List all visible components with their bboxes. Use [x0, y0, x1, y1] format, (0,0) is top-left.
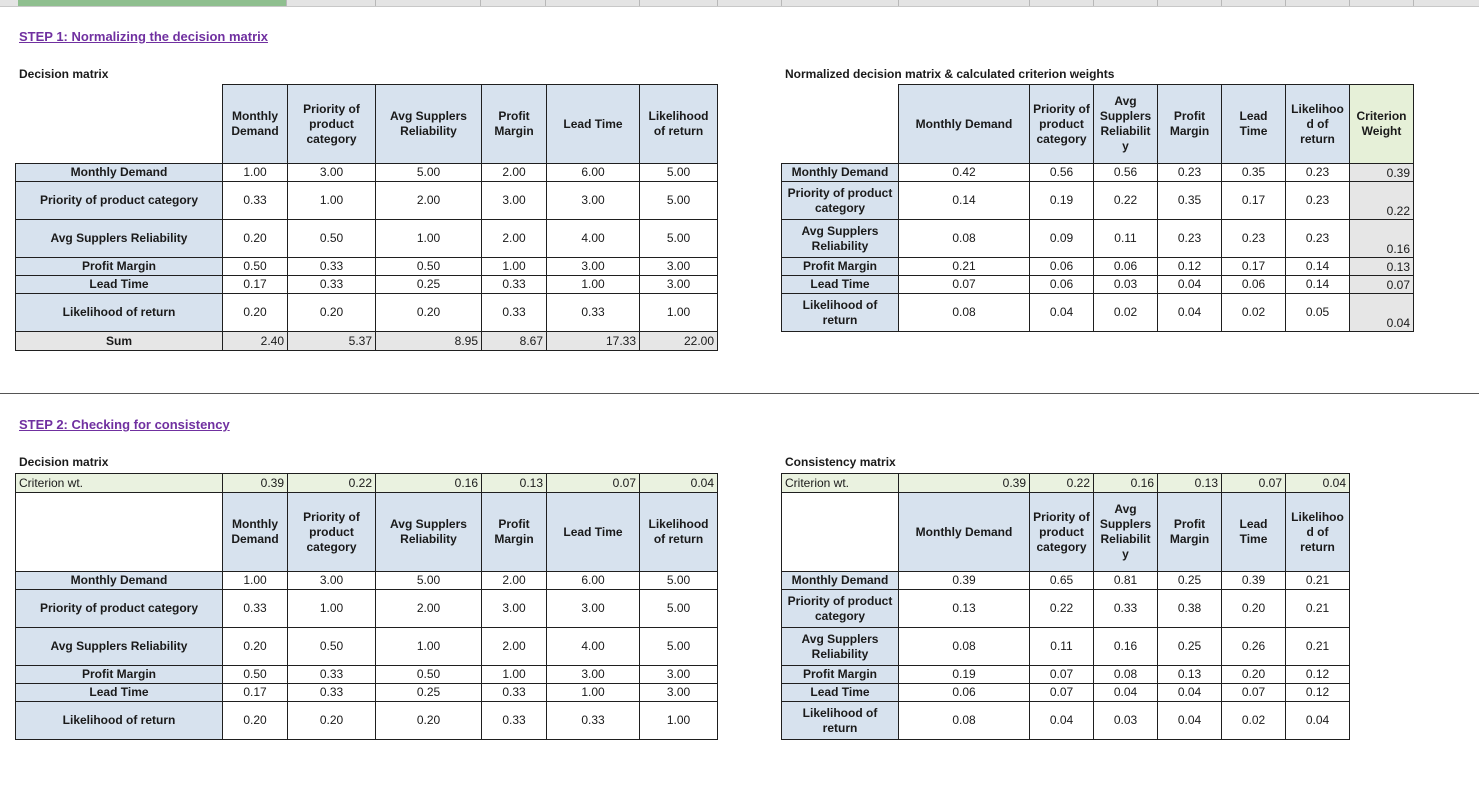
cell[interactable]: 0.33: [482, 684, 547, 702]
criterion-wt-label: Criterion wt.: [16, 474, 223, 493]
corner-cell: [16, 85, 223, 164]
normalized-decision-matrix: [781, 84, 1414, 332]
cell[interactable]: 5.00: [376, 164, 482, 182]
cell[interactable]: 0.23: [1158, 164, 1222, 182]
cell[interactable]: 0.19: [1030, 182, 1094, 220]
cell[interactable]: 0.12: [1286, 684, 1350, 702]
column-separator: [375, 0, 376, 6]
cell[interactable]: 0.25: [376, 684, 482, 702]
cell[interactable]: 0.17: [1222, 182, 1286, 220]
cell[interactable]: 0.50: [223, 666, 288, 684]
table-row: [16, 572, 718, 590]
cell[interactable]: 1.00: [482, 666, 547, 684]
cell[interactable]: 1.00: [376, 628, 482, 666]
cell[interactable]: 0.07: [899, 276, 1030, 294]
table-row: [782, 258, 1414, 276]
column-separator: [545, 0, 546, 6]
corner-cell: [782, 85, 899, 164]
cell[interactable]: 5.00: [640, 572, 718, 590]
criterion-wt-cell[interactable]: 0.04: [1286, 474, 1350, 493]
col-header: Lead Time: [1222, 493, 1286, 572]
column-separator: [1157, 0, 1158, 6]
table-row: [16, 702, 718, 740]
cell[interactable]: 0.04: [1158, 684, 1222, 702]
cell[interactable]: 0.11: [1030, 628, 1094, 666]
col-header: Priority of product category: [288, 85, 376, 164]
criterion-weight-cell[interactable]: 0.22: [1350, 182, 1414, 220]
column-separator: [898, 0, 899, 6]
sum-cell[interactable]: 22.00: [640, 332, 718, 351]
cell[interactable]: 1.00: [547, 276, 640, 294]
table-row: [16, 666, 718, 684]
column-separator: [286, 0, 287, 6]
cell[interactable]: 3.00: [640, 258, 718, 276]
cell[interactable]: 0.50: [288, 220, 376, 258]
cell[interactable]: 0.33: [547, 702, 640, 740]
sum-cell[interactable]: 8.95: [376, 332, 482, 351]
col-header: Lead Time: [1222, 85, 1286, 164]
cell[interactable]: 0.25: [376, 276, 482, 294]
step2-decision-matrix: [15, 473, 718, 740]
step1-title[interactable]: STEP 1: Normalizing the decision matrix: [19, 29, 268, 44]
cell[interactable]: 0.20: [223, 702, 288, 740]
criterion-weight-cell[interactable]: 0.04: [1350, 294, 1414, 332]
cell[interactable]: 2.00: [376, 182, 482, 220]
sum-cell[interactable]: 17.33: [547, 332, 640, 351]
cell[interactable]: 0.35: [1222, 164, 1286, 182]
cell[interactable]: 3.00: [482, 182, 547, 220]
cell[interactable]: 0.35: [1158, 182, 1222, 220]
row-header: Avg Supplers Reliability: [16, 220, 223, 258]
row-header: Monthly Demand: [16, 164, 223, 182]
cell[interactable]: 0.33: [547, 294, 640, 332]
criterion-wt-cell[interactable]: 0.04: [640, 474, 718, 493]
col-header: Monthly Demand: [223, 493, 288, 572]
table-row: [16, 590, 718, 628]
cell[interactable]: 0.07: [1222, 684, 1286, 702]
cell[interactable]: 0.20: [376, 702, 482, 740]
cell[interactable]: 0.50: [376, 666, 482, 684]
cell[interactable]: 0.02: [1094, 294, 1158, 332]
row-header: Monthly Demand: [16, 572, 223, 590]
row-header: Avg Supplers Reliability: [782, 628, 899, 666]
criterion-weight-cell[interactable]: 0.07: [1350, 276, 1414, 294]
cell[interactable]: 0.21: [899, 258, 1030, 276]
cell[interactable]: 0.21: [1286, 572, 1350, 590]
table-row: [782, 182, 1414, 220]
step2-decision-caption: Decision matrix: [19, 455, 109, 469]
cell[interactable]: 2.00: [376, 590, 482, 628]
column-separator: [1285, 0, 1286, 6]
cell[interactable]: 0.04: [1158, 276, 1222, 294]
sum-cell[interactable]: 5.37: [288, 332, 376, 351]
cell[interactable]: 0.81: [1094, 572, 1158, 590]
row-header: Priority of product category: [782, 590, 899, 628]
cell[interactable]: 0.19: [899, 666, 1030, 684]
criterion-wt-label: Criterion wt.: [782, 474, 899, 493]
cell[interactable]: 3.00: [547, 590, 640, 628]
col-header: Avg Supplers Reliabilit y: [1094, 85, 1158, 164]
step1-normalized-caption: Normalized decision matrix & calculated criterion weights: [785, 67, 1115, 81]
col-header: Lead Time: [547, 85, 640, 164]
table-row: [16, 164, 718, 182]
cell[interactable]: 0.33: [288, 666, 376, 684]
col-header: Priority of product category: [1030, 85, 1094, 164]
cell[interactable]: 0.23: [1286, 220, 1350, 258]
row-header: Likelihood of return: [16, 702, 223, 740]
row-header: Avg Supplers Reliability: [782, 220, 899, 258]
criterion-wt-cell[interactable]: 0.16: [376, 474, 482, 493]
column-separator: [639, 0, 640, 6]
cell[interactable]: 0.02: [1222, 294, 1286, 332]
cell[interactable]: 5.00: [640, 220, 718, 258]
criterion-weight-row: [16, 474, 718, 493]
step1-decision-matrix: [15, 84, 718, 351]
cell[interactable]: 0.14: [1286, 276, 1350, 294]
cell[interactable]: 0.20: [223, 220, 288, 258]
cell[interactable]: 0.06: [1094, 258, 1158, 276]
cell[interactable]: 0.21: [1286, 590, 1350, 628]
criterion-wt-cell[interactable]: 0.07: [1222, 474, 1286, 493]
cell[interactable]: 2.00: [482, 164, 547, 182]
cell[interactable]: 1.00: [547, 684, 640, 702]
cell[interactable]: 5.00: [640, 590, 718, 628]
cell[interactable]: 1.00: [640, 702, 718, 740]
row-header: Likelihood of return: [782, 702, 899, 740]
cell[interactable]: 0.08: [899, 294, 1030, 332]
corner-cell: [782, 493, 899, 572]
row-header: Profit Margin: [16, 258, 223, 276]
cell[interactable]: 5.00: [640, 628, 718, 666]
column-header-strip: [0, 0, 1479, 7]
table-row: [782, 220, 1414, 258]
corner-cell: [16, 493, 223, 572]
row-header: Lead Time: [782, 276, 899, 294]
col-header: Profit Margin: [482, 493, 547, 572]
row-header: Avg Supplers Reliability: [16, 628, 223, 666]
col-header: Monthly Demand: [223, 85, 288, 164]
cell[interactable]: 0.39: [1222, 572, 1286, 590]
cell[interactable]: 0.23: [1286, 164, 1350, 182]
table-row: [782, 164, 1414, 182]
col-header: Lead Time: [547, 493, 640, 572]
criterion-wt-cell[interactable]: 0.13: [1158, 474, 1222, 493]
cell[interactable]: 3.00: [640, 684, 718, 702]
cell[interactable]: 3.00: [640, 666, 718, 684]
cell[interactable]: 4.00: [547, 220, 640, 258]
cell[interactable]: 0.07: [1030, 684, 1094, 702]
criterion-wt-cell[interactable]: 0.39: [899, 474, 1030, 493]
cell[interactable]: 0.07: [1030, 666, 1094, 684]
table-row: [782, 628, 1350, 666]
sum-cell[interactable]: 2.40: [223, 332, 288, 351]
cell[interactable]: 0.08: [899, 628, 1030, 666]
cell[interactable]: 0.33: [482, 294, 547, 332]
criterion-wt-cell[interactable]: 0.22: [288, 474, 376, 493]
cell[interactable]: 0.20: [1222, 590, 1286, 628]
cell[interactable]: 0.23: [1286, 182, 1350, 220]
step2-title[interactable]: STEP 2: Checking for consistency: [19, 417, 230, 432]
criterion-weight-header: Criterion Weight: [1350, 85, 1414, 164]
cell[interactable]: 1.00: [482, 258, 547, 276]
table-row: [782, 702, 1350, 740]
cell[interactable]: 0.04: [1030, 702, 1094, 740]
cell[interactable]: 0.26: [1222, 628, 1286, 666]
cell[interactable]: 0.21: [1286, 628, 1350, 666]
cell[interactable]: 5.00: [640, 182, 718, 220]
col-header: Monthly Demand: [899, 85, 1030, 164]
row-header: Profit Margin: [782, 666, 899, 684]
column-separator: [480, 0, 481, 6]
cell[interactable]: 0.20: [1222, 666, 1286, 684]
criterion-weight-cell[interactable]: 0.39: [1350, 164, 1414, 182]
cell[interactable]: 0.03: [1094, 276, 1158, 294]
cell[interactable]: 0.20: [223, 294, 288, 332]
cell[interactable]: 2.00: [482, 220, 547, 258]
cell[interactable]: 2.00: [482, 628, 547, 666]
cell[interactable]: 0.33: [288, 276, 376, 294]
row-header: Lead Time: [16, 276, 223, 294]
cell[interactable]: 0.17: [1222, 258, 1286, 276]
row-header: Likelihood of return: [782, 294, 899, 332]
cell[interactable]: 5.00: [640, 164, 718, 182]
selected-column-header[interactable]: [18, 0, 286, 6]
cell[interactable]: 0.25: [1158, 628, 1222, 666]
section-divider: [0, 393, 1479, 394]
cell[interactable]: 1.00: [640, 294, 718, 332]
cell[interactable]: 0.33: [288, 684, 376, 702]
cell[interactable]: 0.25: [1158, 572, 1222, 590]
col-header: Avg Supplers Reliabilit y: [1094, 493, 1158, 572]
cell[interactable]: 1.00: [376, 220, 482, 258]
col-header: Likelihoo d of return: [1286, 85, 1350, 164]
cell[interactable]: 0.04: [1158, 702, 1222, 740]
cell[interactable]: 0.56: [1030, 164, 1094, 182]
cell[interactable]: 0.13: [899, 590, 1030, 628]
sum-cell[interactable]: 8.67: [482, 332, 547, 351]
cell[interactable]: 0.50: [376, 258, 482, 276]
cell[interactable]: 0.04: [1286, 702, 1350, 740]
cell[interactable]: 0.50: [223, 258, 288, 276]
cell[interactable]: 0.17: [223, 684, 288, 702]
table-row: [782, 294, 1414, 332]
cell[interactable]: 3.00: [482, 590, 547, 628]
col-header: Priority of product category: [1030, 493, 1094, 572]
col-header: Likelihood of return: [640, 493, 718, 572]
step1-decision-caption: Decision matrix: [19, 67, 109, 81]
cell[interactable]: 0.38: [1158, 590, 1222, 628]
column-separator: [1029, 0, 1030, 6]
col-header: Profit Margin: [1158, 85, 1222, 164]
step2-consistency-caption: Consistency matrix: [785, 455, 896, 469]
cell[interactable]: 0.56: [1094, 164, 1158, 182]
cell[interactable]: 6.00: [547, 572, 640, 590]
col-header: Profit Margin: [482, 85, 547, 164]
cell[interactable]: 0.06: [1222, 276, 1286, 294]
criterion-weight-cell[interactable]: 0.13: [1350, 258, 1414, 276]
criterion-weight-cell[interactable]: 0.16: [1350, 220, 1414, 258]
cell[interactable]: 0.14: [899, 182, 1030, 220]
table-row: [16, 182, 718, 220]
column-separator: [1349, 0, 1350, 6]
cell[interactable]: 1.00: [288, 182, 376, 220]
table-row: [16, 220, 718, 258]
cell[interactable]: 0.11: [1094, 220, 1158, 258]
row-header: Profit Margin: [16, 666, 223, 684]
cell[interactable]: 0.33: [1094, 590, 1158, 628]
row-header: Lead Time: [16, 684, 223, 702]
cell[interactable]: 6.00: [547, 164, 640, 182]
sum-row: [16, 332, 718, 351]
table-row: [782, 666, 1350, 684]
col-header: Monthly Demand: [899, 493, 1030, 572]
cell[interactable]: 3.00: [547, 258, 640, 276]
col-header: Avg Supplers Reliability: [376, 493, 482, 572]
cell[interactable]: 3.00: [288, 164, 376, 182]
cell[interactable]: 1.00: [223, 164, 288, 182]
column-separator: [1093, 0, 1094, 6]
cell[interactable]: 0.33: [482, 276, 547, 294]
cell[interactable]: 3.00: [288, 572, 376, 590]
row-header: Priority of product category: [782, 182, 899, 220]
criterion-wt-cell[interactable]: 0.13: [482, 474, 547, 493]
cell[interactable]: 0.42: [899, 164, 1030, 182]
cell[interactable]: 3.00: [547, 666, 640, 684]
cell[interactable]: 0.33: [223, 182, 288, 220]
cell[interactable]: 0.04: [1094, 684, 1158, 702]
cell[interactable]: 2.00: [482, 572, 547, 590]
table-row: [16, 294, 718, 332]
criterion-wt-cell[interactable]: 0.22: [1030, 474, 1094, 493]
cell[interactable]: 0.13: [1158, 666, 1222, 684]
row-header: Lead Time: [782, 684, 899, 702]
cell[interactable]: 0.14: [1286, 258, 1350, 276]
table-row: [782, 590, 1350, 628]
cell[interactable]: 0.05: [1286, 294, 1350, 332]
cell[interactable]: 0.20: [376, 294, 482, 332]
cell[interactable]: 0.23: [1158, 220, 1222, 258]
consistency-matrix: [781, 473, 1350, 740]
cell[interactable]: 0.12: [1286, 666, 1350, 684]
column-separator: [1221, 0, 1222, 6]
row-header: Likelihood of return: [16, 294, 223, 332]
col-header: Priority of product category: [288, 493, 376, 572]
cell[interactable]: 0.33: [482, 702, 547, 740]
cell[interactable]: 0.04: [1158, 294, 1222, 332]
cell[interactable]: 0.06: [1030, 276, 1094, 294]
table-row: [782, 276, 1414, 294]
cell[interactable]: 0.23: [1222, 220, 1286, 258]
cell[interactable]: 3.00: [640, 276, 718, 294]
col-header: Likelihoo d of return: [1286, 493, 1350, 572]
table-row: [16, 276, 718, 294]
row-header: Profit Margin: [782, 258, 899, 276]
cell[interactable]: 0.65: [1030, 572, 1094, 590]
cell[interactable]: 0.08: [899, 702, 1030, 740]
table-row: [16, 684, 718, 702]
cell[interactable]: 0.09: [1030, 220, 1094, 258]
table-row: [16, 628, 718, 666]
row-header: Priority of product category: [16, 590, 223, 628]
cell[interactable]: 0.20: [223, 628, 288, 666]
cell[interactable]: 0.39: [899, 572, 1030, 590]
cell[interactable]: 1.00: [288, 590, 376, 628]
cell[interactable]: 0.02: [1222, 702, 1286, 740]
cell[interactable]: 0.17: [223, 276, 288, 294]
cell[interactable]: 0.03: [1094, 702, 1158, 740]
table-row: [782, 684, 1350, 702]
criterion-weight-row: [782, 474, 1350, 493]
table-row: [782, 572, 1350, 590]
cell[interactable]: 1.00: [223, 572, 288, 590]
criterion-wt-cell[interactable]: 0.16: [1094, 474, 1158, 493]
col-header: Avg Supplers Reliability: [376, 85, 482, 164]
sum-label: Sum: [16, 332, 223, 351]
cell[interactable]: 0.50: [288, 628, 376, 666]
cell[interactable]: 0.06: [899, 684, 1030, 702]
cell[interactable]: 5.00: [376, 572, 482, 590]
cell[interactable]: 0.20: [288, 702, 376, 740]
col-header: Profit Margin: [1158, 493, 1222, 572]
col-header: Likelihood of return: [640, 85, 718, 164]
cell[interactable]: 0.22: [1094, 182, 1158, 220]
row-header: Priority of product category: [16, 182, 223, 220]
column-separator: [1413, 0, 1414, 6]
cell[interactable]: 0.06: [1030, 258, 1094, 276]
cell[interactable]: 0.33: [223, 590, 288, 628]
cell[interactable]: 0.08: [899, 220, 1030, 258]
criterion-wt-cell[interactable]: 0.39: [223, 474, 288, 493]
row-header: Monthly Demand: [782, 572, 899, 590]
cell[interactable]: 0.33: [288, 258, 376, 276]
cell[interactable]: 3.00: [547, 182, 640, 220]
cell[interactable]: 4.00: [547, 628, 640, 666]
cell[interactable]: 0.04: [1030, 294, 1094, 332]
column-separator: [781, 0, 782, 6]
table-row: [16, 258, 718, 276]
column-separator: [717, 0, 718, 6]
criterion-wt-cell[interactable]: 0.07: [547, 474, 640, 493]
cell[interactable]: 0.08: [1094, 666, 1158, 684]
row-header: Monthly Demand: [782, 164, 899, 182]
cell[interactable]: 0.22: [1030, 590, 1094, 628]
cell[interactable]: 0.12: [1158, 258, 1222, 276]
cell[interactable]: 0.20: [288, 294, 376, 332]
cell[interactable]: 0.16: [1094, 628, 1158, 666]
